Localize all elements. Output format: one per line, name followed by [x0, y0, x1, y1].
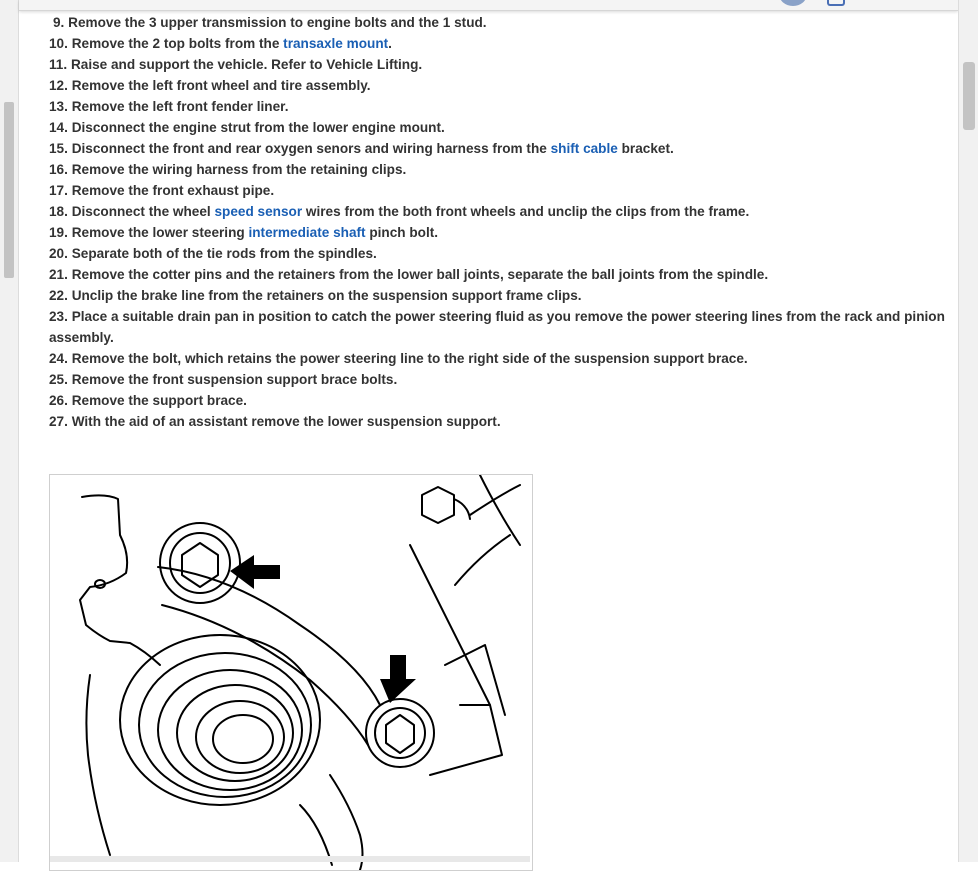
step-text: Remove the 3 upper transmission to engine bolts and the 1 stud.	[68, 15, 487, 30]
step-number: 25.	[49, 372, 68, 387]
procedure-step	[49, 159, 949, 180]
step-number: 14.	[49, 120, 68, 135]
step-text: Separate both of the tie rods from the spindles.	[71, 246, 377, 261]
step-number: 13.	[49, 99, 68, 114]
step-number: 17.	[49, 183, 68, 198]
procedure-step	[49, 96, 949, 117]
step-link[interactable]: shift cable	[550, 141, 618, 156]
step-number: 23.	[49, 309, 68, 324]
procedure-steps-list	[49, 12, 949, 432]
step-text: .	[388, 36, 392, 51]
step-number: 9.	[53, 15, 65, 30]
procedure-step	[49, 54, 949, 75]
step-number: 19.	[49, 225, 68, 240]
step-text: Disconnect the engine strut from the lower engine mount.	[71, 120, 445, 135]
procedure-step	[49, 201, 949, 222]
step-text: Remove the lower steering	[71, 225, 249, 240]
step-text: Unclip the brake line from the retainers on the suspension support frame clips.	[71, 288, 582, 303]
procedure-step	[49, 180, 949, 201]
procedure-step	[49, 306, 949, 348]
step-number: 24.	[49, 351, 68, 366]
step-link[interactable]: intermediate shaft	[248, 225, 366, 240]
step-number: 26.	[49, 393, 68, 408]
procedure-step	[49, 138, 949, 159]
step-text: Raise and support the vehicle. Refer to Vehicle Lifting.	[70, 57, 423, 72]
step-text: With the aid of an assistant remove the lower suspension support.	[71, 414, 501, 429]
step-text: Remove the left front fender liner.	[71, 99, 289, 114]
step-number: 12.	[49, 78, 68, 93]
step-text: Remove the support brace.	[71, 393, 247, 408]
procedure-content	[49, 12, 949, 432]
procedure-step	[49, 117, 949, 138]
procedure-step	[49, 75, 949, 96]
figure-footer-bar	[50, 856, 530, 862]
right-scrollbar-thumb[interactable]	[963, 62, 975, 130]
step-text: Place a suitable drain pan in position to catch the power steering fluid as you remove the power steering lines from the rack and pinion assembly.	[49, 309, 945, 345]
avatar[interactable]	[779, 0, 807, 6]
suspension-support-bolts-diagram	[50, 475, 532, 870]
step-text: Remove the wiring harness from the retaining clips.	[71, 162, 407, 177]
step-number: 15.	[49, 141, 68, 156]
step-link[interactable]: transaxle mount	[283, 36, 389, 51]
toolbar-icon[interactable]	[827, 0, 845, 6]
procedure-step	[49, 390, 949, 411]
step-number: 21.	[49, 267, 68, 282]
top-toolbar	[19, 0, 958, 11]
procedure-step	[49, 264, 949, 285]
step-number: 16.	[49, 162, 68, 177]
step-text: Remove the front suspension support brace bolts.	[71, 372, 398, 387]
step-number: 22.	[49, 288, 68, 303]
step-text: Disconnect the front and rear oxygen senors and wiring harness from the	[71, 141, 551, 156]
step-number: 11.	[49, 57, 68, 72]
step-text: Remove the front exhaust pipe.	[71, 183, 275, 198]
procedure-step	[49, 12, 949, 33]
step-number: 27.	[49, 414, 68, 429]
procedure-step	[49, 222, 949, 243]
step-text: bracket.	[617, 141, 674, 156]
right-scrollbar[interactable]	[958, 0, 978, 862]
step-number: 20.	[49, 246, 68, 261]
procedure-step	[49, 411, 949, 432]
procedure-step	[49, 285, 949, 306]
step-text: Remove the cotter pins and the retainers from the lower ball joints, separate the ball joints from the spindle.	[71, 267, 769, 282]
step-text: pinch bolt.	[365, 225, 439, 240]
step-number: 10.	[49, 36, 68, 51]
step-link[interactable]: speed sensor	[214, 204, 303, 219]
procedure-step	[49, 33, 949, 54]
procedure-step	[49, 348, 949, 369]
step-text: Remove the bolt, which retains the power steering line to the right side of the suspension support brace.	[71, 351, 748, 366]
left-scrollbar[interactable]	[0, 0, 19, 862]
step-text: wires from the both front wheels and unclip the clips from the frame.	[302, 204, 750, 219]
procedure-step	[49, 243, 949, 264]
step-text: Remove the left front wheel and tire assembly.	[71, 78, 371, 93]
step-text: Disconnect the wheel	[71, 204, 215, 219]
procedure-step	[49, 369, 949, 390]
procedure-figure	[49, 474, 533, 871]
step-text: Remove the 2 top bolts from the	[71, 36, 284, 51]
step-number: 18.	[49, 204, 68, 219]
left-scrollbar-thumb[interactable]	[4, 102, 14, 278]
